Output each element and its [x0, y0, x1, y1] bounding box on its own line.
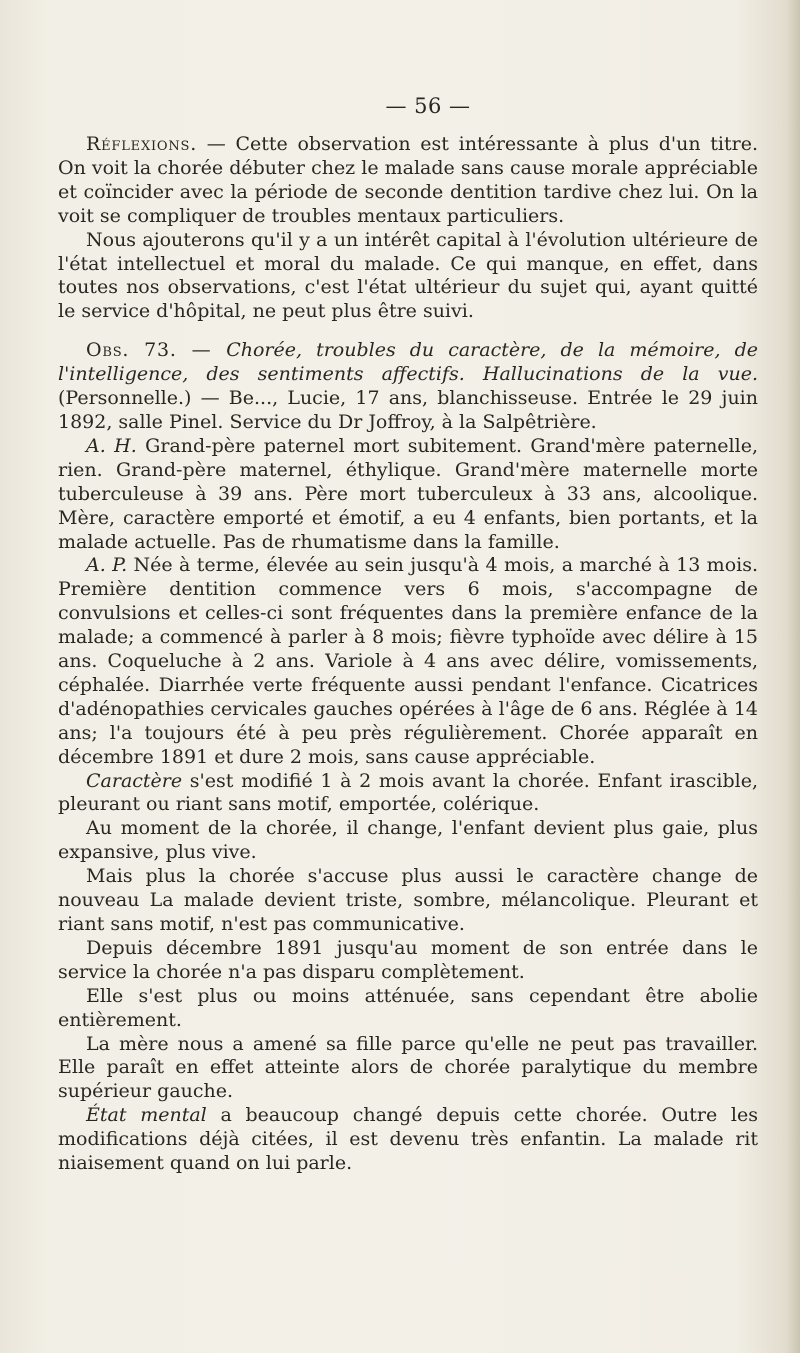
mental-state-text: a beaucoup changé depuis cette chorée. Outre les modifications déjà citées, il est devenu très enfantin. La malade rit niaisement quand on lui parle.	[58, 1104, 758, 1175]
observation-intro: (Personnelle.) — Be..., Lucie, 17 ans, blanchisseuse. Entrée le 29 juin 1892, salle Pinel. Service du Dr Joffroy, à la Salpêtrière.	[58, 387, 758, 433]
observation-title-paragraph	[58, 339, 758, 435]
reflexions-paragraph-2: Nous ajouterons qu'il y a un intérêt capital à l'évolution ultérieure de l'état intellectuel et moral du malade. Ce qui manque, en effet, dans toutes nos observations, c'est l'état ultérieur du sujet qui, ayant quitté le service d'hôpital, ne peut plus être suivi.	[58, 228, 758, 323]
duration-paragraph: Depuis décembre 1891 jusqu'au moment de son entrée dans le service la chorée n'a pas disparu complètement.	[58, 936, 758, 983]
heredity-text: Grand-père paternel mort subitement. Grand'mère paternelle, rien. Grand-père maternel, éthylique. Grand'mère maternelle morte tuberculeuse à 39 ans. Père mort tuberculeux à 33 ans, alcoolique. Mère, caractère emporté et émotif, a eu 4 enfants, bien portants, et la malade actuelle. Pas de rhumatisme dans la famille.	[58, 434, 758, 553]
character-text: s'est modifié 1 à 2 mois avant la chorée. Enfant irascible, pleurant ou riant sans motif, emportée, colérique.	[58, 769, 758, 816]
personal-history-paragraph	[58, 554, 758, 769]
character-label: Caractère	[86, 769, 183, 792]
reflexions-heading: Réflexions.	[86, 133, 198, 155]
personal-history-text: Née à terme, élevée au sein jusqu'à 4 mois, a marché à 13 mois. Première dentition commence vers 6 mois, s'accompagne de convulsions et celles-ci sont fréquentes dans la première enfance de la malade; a commencé à parler à 8 mois; fièvre typhoïde avec délire à 15 ans. Coqueluche à 2 ans. Variole à 4 ans avec délire, vomissements, céphalée. Diarrhée verte fréquente aussi pendant l'enfance. Cicatrices d'adénopathies cervicales gauches opérées à l'âge de 6 ans. Réglée à 14 ans; l'a toujours été à peu près régulièrement. Chorée apparaît en décembre 1891 et dure 2 mois, sans cause appréciable.	[58, 554, 759, 768]
page-body	[58, 133, 758, 1176]
personal-history-label: A. P.	[86, 554, 128, 577]
reflexions-lead: — Cette observation est intéressante à plus d'un titre. On voit la chorée débuter chez le malade sans cause morale appréciable et coïncider avec la période de seconde dentition tardive chez lui. On la voit se compliquer de troubles mentaux particuliers.	[58, 133, 758, 227]
character-paragraph	[58, 770, 758, 818]
page-edge-shadow	[786, 0, 800, 1353]
mood-paragraph: Mais plus la chorée s'accuse plus aussi le caractère change de nouveau La malade devient triste, sombre, mélancolique. Pleurant et riant sans motif, n'est pas communicative.	[58, 865, 758, 935]
mother-paragraph: La mère nous a amené sa fille parce qu'elle ne peut pas travailler. Elle paraît en effet atteinte alors de chorée paralytique du membre supérieur gauche.	[58, 1032, 758, 1103]
attenuation-paragraph: Elle s'est plus ou moins atténuée, sans cependant être abolie entièrement.	[58, 984, 758, 1031]
mental-state-paragraph	[58, 1104, 758, 1176]
page-number: — 56 —	[385, 94, 471, 118]
chorea-change-paragraph: Au moment de la chorée, il change, l'enfant devient plus gaie, plus expansive, plus vive.	[58, 817, 758, 864]
heredity-paragraph	[58, 435, 758, 555]
observation-title: Chorée, troubles du caractère, de la mémoire, de l'intelligence, des sentiments affectifs. Hallucinations de la vue.	[58, 339, 758, 386]
mental-state-label: État mental	[86, 1104, 207, 1127]
observation-label: Obs. 73. —	[86, 339, 227, 362]
heredity-label: A. H.	[86, 434, 137, 457]
reflexions-paragraph	[58, 133, 758, 229]
